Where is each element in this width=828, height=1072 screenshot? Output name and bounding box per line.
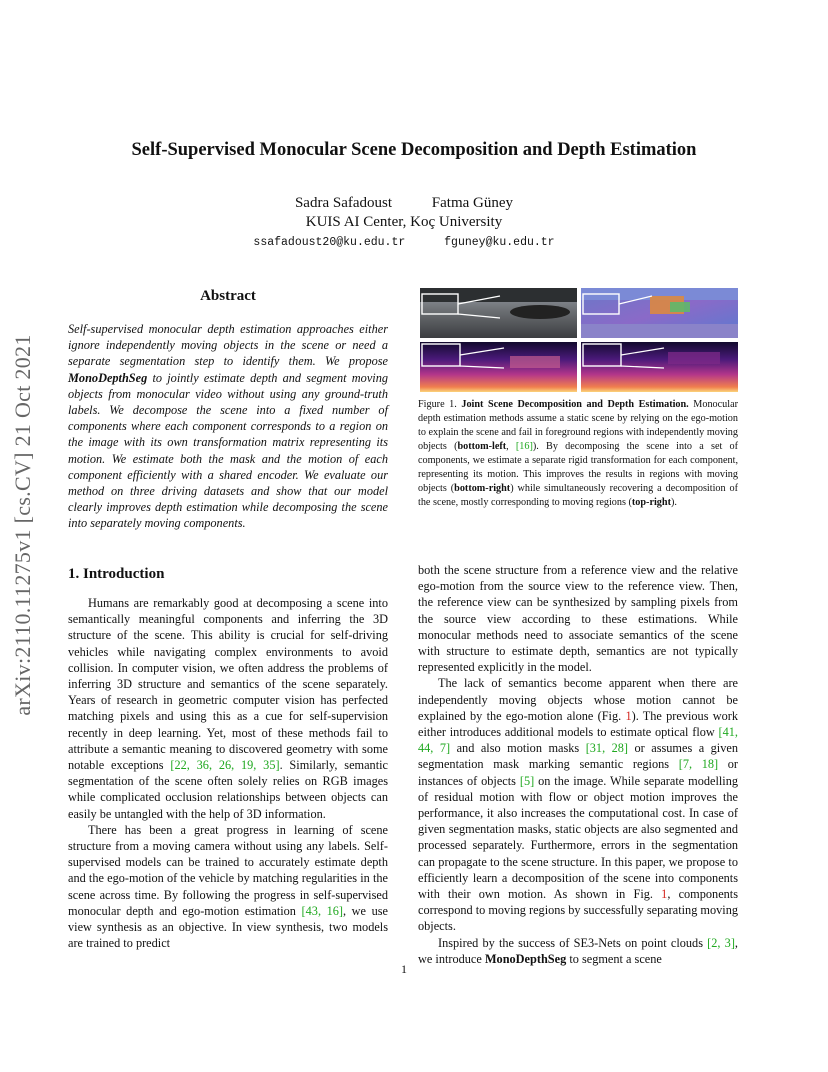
author-name: Sadra Safadoust (294, 195, 393, 211)
method-name: MonoDepthSeg (484, 951, 567, 966)
email: fguney@ku.edu.tr (444, 236, 555, 249)
paragraph: There has been a great progress in learning of scene structure from a moving camera without using any labels. Self-supervised models can be trained to accurately estimate depth and the ego-motion of the vehicle by matching regularities in the scene across time. By following the progress in self-supervised monocular depth and ego-motion estimation [43, 16], we use view synthesis as an objective. In view synthesis, two models are trained to predict (68, 822, 388, 951)
arxiv-sidebar (8, 290, 38, 760)
citation-link[interactable]: [22, 36, 26, 19, 35] (170, 758, 280, 773)
segmentation-panel (581, 288, 738, 338)
citation-link[interactable]: [5] (519, 773, 535, 788)
figure-1-caption: Figure 1. Joint Scene Decomposition and Depth Estimation. Monocular depth estimation methods assume a static scene by relying on the ego-motion to explain the scene and fail in foreground regions with independently moving objects (bottom-left, [16]). By decomposing the scene into a set of components, we estimate a separate rigid transformation for each component, representing its motion. This improves the results in regions with moving objects (bottom-right) while simultaneously recovering a decomposition of the scene, mostly corresponding to moving regions (top-right). (418, 399, 738, 508)
abstract-body: Self-supervised monocular depth estimation approaches either ignore independently moving objects in the scene or need a separate segmentation step to identify them. We propose MonoDepthSeg to jointly estimate depth and segment moving objects from monocular video without using any ground-truth labels. We decompose the scene into a fixed number of components where each component corresponds to a region on the image with its own transformation matrix representing its motion. We estimate both the mask and the motion of each component efficiently with a shared encoder. We evaluate our method on three driving datasets and show that our model clearly improves depth estimation while decomposing the scene into separately moving components. (68, 322, 388, 531)
affiliation: KUIS AI Center, Koç University (305, 214, 503, 230)
rgb-panel (420, 288, 577, 338)
figure-ref-link[interactable]: 1 (661, 887, 668, 902)
page-number: 1 (401, 962, 407, 976)
depth-panel-baseline (420, 342, 577, 392)
left-column-body (68, 595, 388, 951)
author-emails (0, 236, 808, 249)
citation-link[interactable]: [31, 28] (585, 741, 629, 756)
citation-link[interactable]: [43, 16] (301, 903, 343, 918)
citation-link[interactable]: [7, 18] (678, 757, 719, 772)
method-name: MonoDepthSeg (68, 370, 148, 385)
citation-link[interactable]: [41, 44, 7] (418, 725, 738, 756)
arxiv-identifier: arXiv:2110.11275v1 [cs.CV] 21 Oct 2021 (10, 334, 35, 716)
citation-link[interactable]: [16] (515, 441, 533, 452)
abstract-heading: Abstract (200, 288, 256, 304)
depth-panel-ours (581, 342, 738, 392)
paragraph: Inspired by the success of SE3-Nets on point clouds [2, 3], we introduce MonoDepthSeg to segment a scene (418, 935, 738, 966)
figure-1 (420, 288, 738, 392)
paragraph: both the scene structure from a reference view and the relative ego-motion from the source view to the reference view. Then, the reference view can be synthesized by sampling pixels from the source view according to these estimations. While monocular methods need to associate semantics of the scene with structure to estimate depth, semantics are not typically represented explicitly in the model. (418, 563, 738, 675)
citation-link[interactable]: [2, 3] (707, 935, 735, 950)
email: ssafadoust20@ku.edu.tr (253, 236, 406, 249)
right-column-body (418, 562, 738, 967)
section-heading: 1. Introduction (68, 566, 165, 582)
author-list (0, 195, 808, 212)
paragraph: The lack of semantics become apparent when there are independently moving objects whose motion cannot be explained by the ego-motion alone (Fig. 1). The previous work either introduces additional models to estimate optical flow [41, 44, 7] and also motion masks [31, 28] or assumes a given segmentation mask marking semantic regions [7, 18] or instances of objects [5] on the image. While separate modelling of residual motion with flow or object motion improves the performance, it also increases the computational cost. In case of given segmentation masks, static objects are also segmented and processed separately. Furthermore, errors in the segmentation can propagate to the scene structure. In this paper, we propose to efficiently learn a decomposition of the scene into components with their own motion. As shown in Fig. 1, components correspond to moving regions by successfully separating moving objects. (418, 676, 739, 934)
figure-ref-link[interactable]: 1 (625, 708, 632, 723)
paragraph: Humans are remarkably good at decomposing a scene into semantically meaningful components and inferring the 3D structure of the scene. This ability is crucial for self-driving vehicles while navigating complex environments to avoid collision. In computer vision, we often address the problems of inferring 3D structure and semantics of the scene separately. Years of research in geometric computer vision has perfected matching pixels and using this as a cue for self-supervision recently in deep learning. Yet, most of these methods fail to attribute a semantic meaning to discovered geometry with some notable exceptions [22, 36, 26, 19, 35]. Similarly, semantic segmentation of the scene often solely relies on RGB images while complicated occlusion relationships between objects can easily be untangled with the help of 3D information. (68, 596, 388, 821)
author-name: Fatma Güney (431, 195, 514, 211)
figure-1-image (420, 288, 738, 392)
paper-title: Self-Supervised Monocular Scene Decomposition and Depth Estimation (131, 140, 697, 160)
